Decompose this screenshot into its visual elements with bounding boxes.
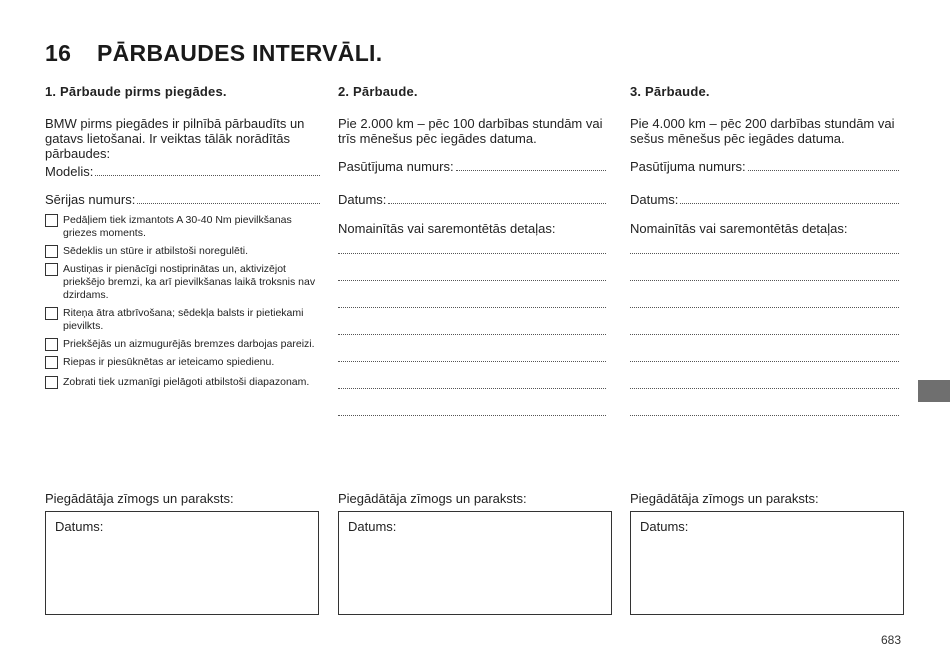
order-number-field[interactable]	[338, 159, 606, 174]
inspection-3-heading: 3. Pārbaude.	[630, 84, 710, 99]
model-label: Modelis:	[45, 164, 94, 179]
checklist-item[interactable]	[45, 245, 320, 258]
order-number-label: Pasūtījuma numurs:	[630, 159, 746, 174]
blank-line[interactable]	[338, 414, 606, 416]
model-field[interactable]	[45, 164, 320, 179]
order-number-fill-line[interactable]	[456, 169, 606, 171]
blank-line[interactable]	[338, 360, 606, 362]
chapter-number: 16	[45, 40, 72, 66]
replaced-parts-label: Nomainītās vai saremontētās detaļas:	[338, 221, 556, 236]
inspection-1-heading: 1. Pārbaude pirms piegādes.	[45, 84, 227, 99]
checkbox[interactable]	[45, 214, 58, 227]
blank-line[interactable]	[630, 306, 899, 308]
replaced-parts-lines[interactable]	[630, 252, 899, 416]
second-inspection-column	[338, 84, 613, 416]
dealer-stamp-label: Piegādātāja zīmogs un paraksts:	[338, 491, 527, 506]
stamp-date-label: Datums:	[640, 519, 689, 534]
blank-line[interactable]	[338, 306, 606, 308]
inspection-2-heading: 2. Pārbaude.	[338, 84, 418, 99]
stamp-date-label: Datums:	[348, 519, 397, 534]
blank-line[interactable]	[630, 333, 899, 335]
checklist-item[interactable]	[45, 338, 320, 351]
inspection-1-intro: BMW pirms piegādes ir pilnībā pārbaudīts un gatavs lietošanai. Ir veiktas tālāk norādītās pārbaudes:	[45, 116, 305, 161]
stamp-date-label: Datums:	[55, 519, 104, 534]
inspection-2-intro: Pie 2.000 km – pēc 100 darbības stundām vai trīs mēnešus pēc iegādes datuma.	[338, 116, 603, 146]
page-number: 683	[881, 633, 902, 647]
checklist-item[interactable]	[45, 307, 320, 333]
checklist-item[interactable]	[45, 356, 320, 369]
blank-line[interactable]	[630, 387, 899, 389]
checklist-item-text: Zobrati tiek uzmanīgi pielāgoti atbilstoši diapazonam.	[63, 376, 310, 388]
checklist-item-text: Austiņas ir pienācīgi nostiprinātas un, aktivizējot priekšējo bremzi, ka arī pievilkšanas laikā troksnis nav dzirdams.	[63, 263, 316, 301]
dealer-stamp-box[interactable]	[45, 511, 319, 615]
checkbox[interactable]	[45, 356, 58, 369]
blank-line[interactable]	[338, 252, 606, 254]
checklist-item-text: Riepas ir piesūknētas ar ieteicamo spiedienu.	[63, 356, 275, 368]
date-label: Datums:	[338, 192, 387, 207]
chapter-tab-marker	[918, 380, 950, 402]
checkbox[interactable]	[45, 376, 58, 389]
date-label: Datums:	[630, 192, 679, 207]
dealer-stamp-label: Piegādātāja zīmogs un paraksts:	[630, 491, 819, 506]
order-number-fill-line[interactable]	[748, 169, 899, 171]
checklist-item[interactable]	[45, 263, 320, 302]
checklist-item-text: Sēdeklis un stūre ir atbilstoši noregulēti.	[63, 245, 249, 257]
date-field[interactable]	[630, 192, 899, 207]
checkbox[interactable]	[45, 307, 58, 320]
date-fill-line[interactable]	[680, 202, 899, 204]
inspection-checklist	[45, 214, 320, 389]
order-number-label: Pasūtījuma numurs:	[338, 159, 454, 174]
blank-line[interactable]	[630, 252, 899, 254]
dealer-stamp-label: Piegādātāja zīmogs un paraksts:	[45, 491, 234, 506]
blank-line[interactable]	[630, 360, 899, 362]
blank-line[interactable]	[338, 333, 606, 335]
blank-line[interactable]	[338, 279, 606, 281]
replaced-parts-label: Nomainītās vai saremontētās detaļas:	[630, 221, 848, 236]
dealer-stamp-box[interactable]	[630, 511, 904, 615]
checklist-item-text: Riteņa ātra atbrīvošana; sēdekļa balsts ir pietiekami pievilkts.	[63, 307, 304, 332]
inspection-3-intro: Pie 4.000 km – pēc 200 darbības stundām vai sešus mēnešus pēc iegādes datuma.	[630, 116, 895, 146]
checkbox[interactable]	[45, 263, 58, 276]
serial-number-label: Sērijas numurs:	[45, 192, 136, 207]
blank-line[interactable]	[630, 414, 899, 416]
serial-number-field[interactable]	[45, 192, 320, 207]
serial-number-fill-line[interactable]	[137, 202, 320, 204]
checklist-item[interactable]	[45, 376, 320, 389]
checklist-item-text: Priekšējās un aizmugurējās bremzes darbojas pareizi.	[63, 338, 315, 350]
dealer-stamp-box[interactable]	[338, 511, 612, 615]
checkbox[interactable]	[45, 338, 58, 351]
pre-delivery-inspection-column	[45, 84, 320, 389]
replaced-parts-lines[interactable]	[338, 252, 606, 416]
checklist-item-text: Pedāļiem tiek izmantots A 30-40 Nm pievilkšanas griezes moments.	[63, 214, 292, 239]
page-header	[45, 40, 382, 67]
page-title: PĀRBAUDES INTERVĀLI.	[97, 40, 383, 66]
third-inspection-column	[630, 84, 905, 416]
checkbox[interactable]	[45, 245, 58, 258]
blank-line[interactable]	[338, 387, 606, 389]
order-number-field[interactable]	[630, 159, 899, 174]
date-fill-line[interactable]	[388, 202, 606, 204]
checklist-item[interactable]	[45, 214, 320, 240]
model-fill-line[interactable]	[95, 174, 320, 176]
date-field[interactable]	[338, 192, 606, 207]
blank-line[interactable]	[630, 279, 899, 281]
